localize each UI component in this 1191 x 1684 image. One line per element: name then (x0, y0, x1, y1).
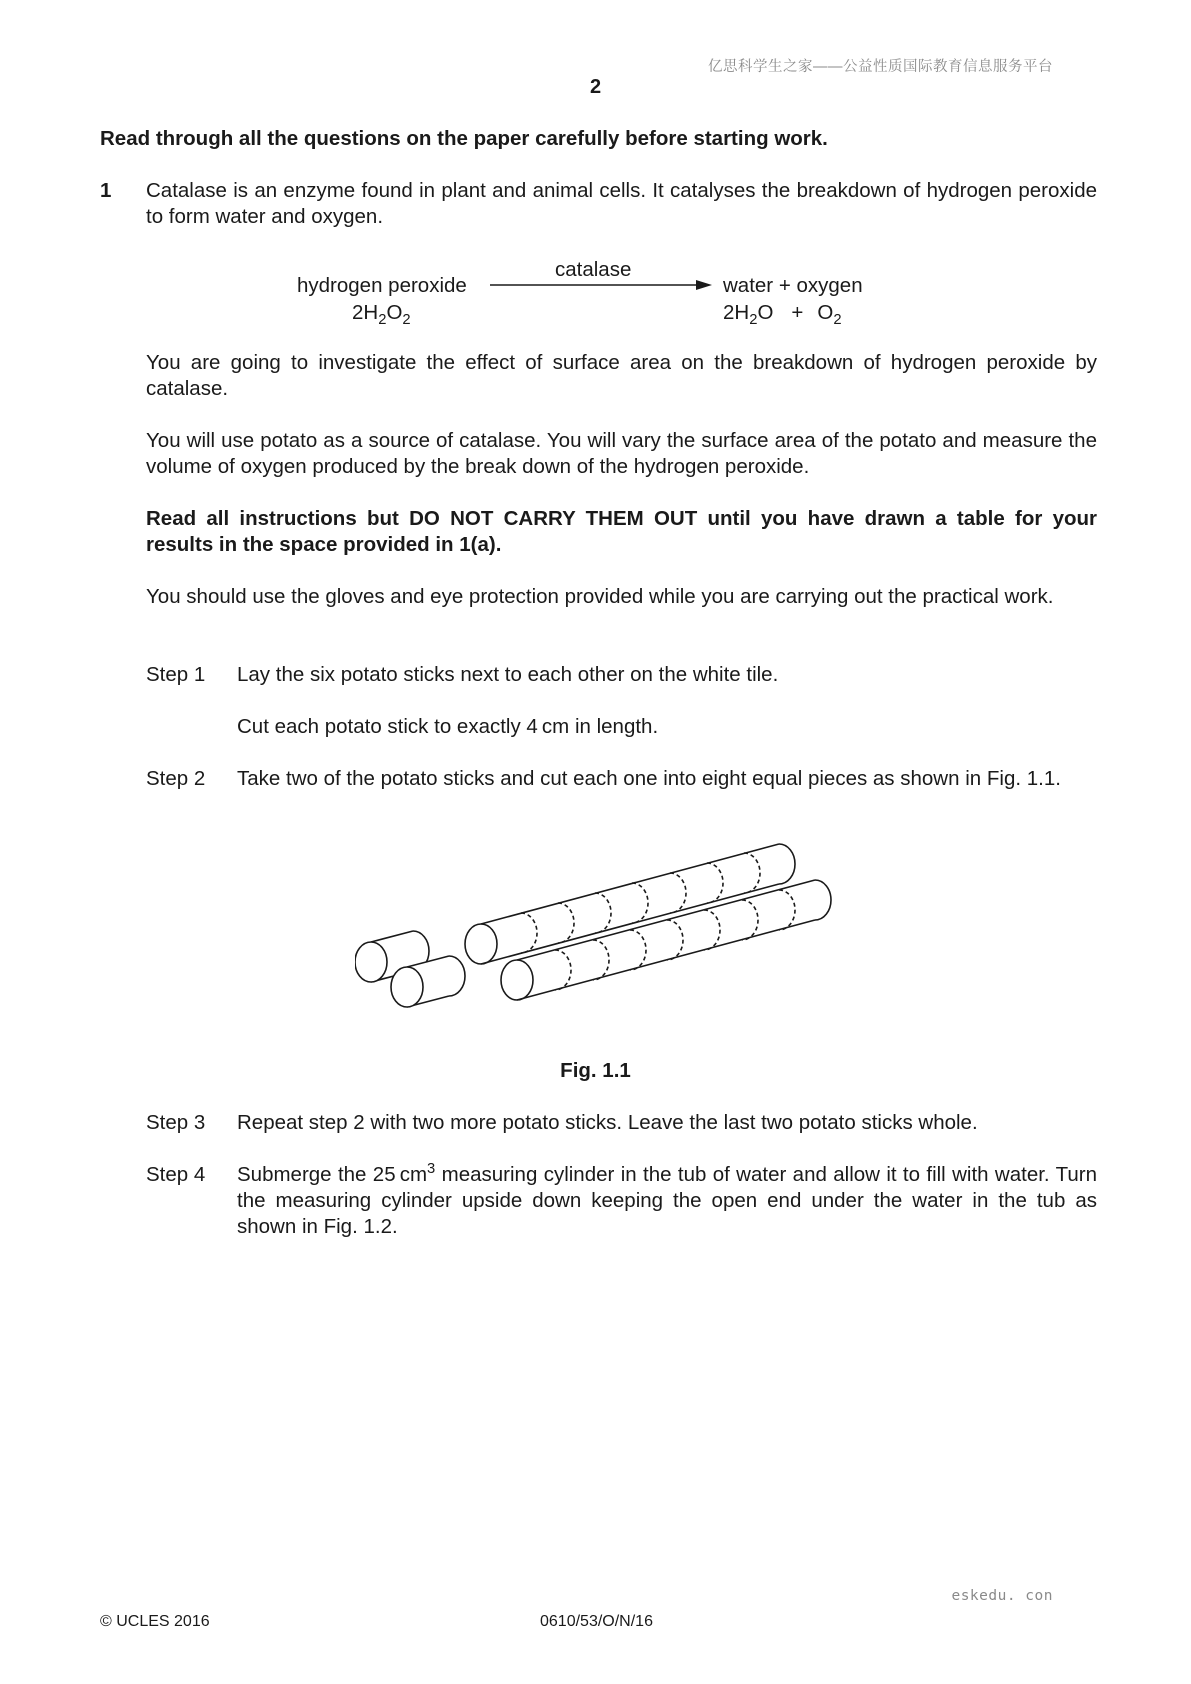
figure-caption: Fig. 1.1 (560, 1059, 631, 1082)
step-1-label: Step 1 (146, 663, 206, 686)
step-4-label: Step 4 (146, 1163, 206, 1186)
equation-product-formula: $2H_2O + O_2$ (723, 301, 842, 329)
step-2-label: Step 2 (146, 767, 206, 790)
step-4-text: Submerge the 25 $cm^3$ measuring cylinder in the tub of water and allow it to fill with water. Turn the measuring cylinder upside down keeping the open end under the water in the tub as shown in Fig. 1.2. (237, 1160, 1097, 1238)
potato-stick-front (501, 880, 831, 1000)
footer-copyright: © UCLES 2016 (100, 1613, 210, 1630)
question-number: 1 (100, 179, 112, 202)
paragraph-read-instructions: Read all instructions but DO NOT CARRY THEM OUT until you have drawn a table for your results in the space provided in 1(a). (146, 507, 1097, 556)
equation-reactant-word: hydrogen peroxide (297, 274, 467, 297)
page-number: 2 (589, 76, 602, 98)
watermark-bottom: eskedu. con (951, 1588, 1053, 1604)
equation-arrow (488, 278, 714, 292)
equation-reactant-formula: $2H_2O_2$ (352, 301, 411, 329)
watermark-top: 亿思科学生之家——公益性质国际教育信息服务平台 (708, 59, 1053, 75)
paragraph-method: You will use potato as a source of catalase. You will vary the surface area of the potato and measure the volume of oxygen produced by the break down of the hydrogen peroxide. (146, 429, 1097, 478)
step-3-label: Step 3 (146, 1111, 206, 1134)
step-1-text-cut: Cut each potato stick to exactly 4 cm in length. (237, 715, 659, 738)
question-intro-paragraph: Catalase is an enzyme found in plant and animal cells. It catalyses the breakdown of hydrogen peroxide to form water and oxygen. (146, 179, 1097, 228)
paragraph-investigation: You are going to investigate the effect of surface area on the breakdown of hydrogen peroxide by catalase. (146, 351, 1097, 400)
instructions-heading: Read through all the questions on the paper carefully before starting work. (100, 127, 828, 150)
footer-paper-code: 0610/53/O/N/16 (540, 1613, 653, 1630)
step-2-text: Take two of the potato sticks and cut each one into eight equal pieces as shown in Fig. 1.1. (237, 767, 1061, 790)
equation-catalyst: catalase (555, 258, 632, 281)
paragraph-safety: You should use the gloves and eye protection provided while you are carrying out the practical work. (146, 585, 1054, 608)
step-1-text: Lay the six potato sticks next to each other on the white tile. (237, 663, 779, 686)
step-3-text: Repeat step 2 with two more potato sticks. Leave the last two potato sticks whole. (237, 1111, 978, 1134)
figure-potato-sticks (355, 840, 835, 1020)
equation-product-word: water + oxygen (723, 274, 863, 297)
